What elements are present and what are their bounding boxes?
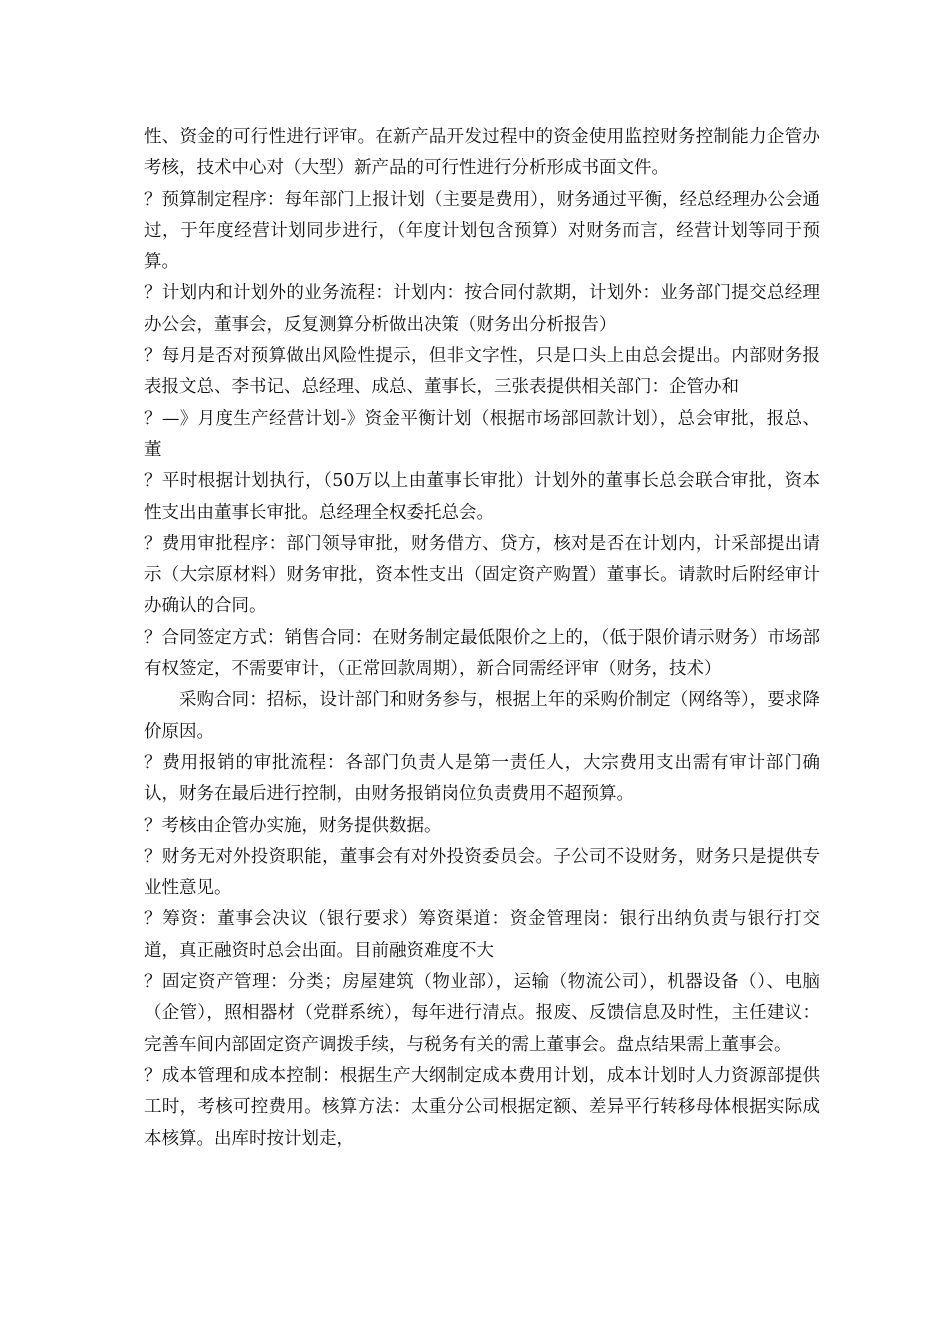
paragraph-business-flow: ？计划内和计划外的业务流程：计划内：按合同付款期，计划外：业务部门提交总经理办公会，董事会，反复测算分析做出决策（财务出分析报告） bbox=[144, 283, 820, 335]
paragraph-monthly-plan: ？—》月度生产经营计划-》资金平衡计划（根据市场部回款计划），总会审批，报总、董 bbox=[144, 408, 820, 460]
paragraph-reimbursement-flow: ？费用报销的审批流程：各部门负责人是第一责任人，大宗费用支出需有审计部门确认，财务在最后进行控制，由财务报销岗位负责费用不超预算。 bbox=[144, 752, 820, 805]
paragraph-budget-procedure: ？预算制定程序：每年部门上报计划（主要是费用），财务通过平衡，经总经理办公会通过，于年度经营计划同步进行，（年度计划包含预算）对财务而言，经营计划等同于预算。 bbox=[144, 189, 820, 273]
paragraph-assessment: ？考核由企管办实施，财务提供数据。 bbox=[144, 815, 442, 836]
paragraph-expense-approval: ？费用审批程序：部门领导审批，财务借方、贷方，核对是否在计划内，计采部提出请示（大宗原材料）财务审批，资本性支出（固定资产购置）董事长。请款时后附经审计办确认的合同。 bbox=[144, 533, 820, 617]
document-body bbox=[144, 122, 820, 1155]
paragraph-purchase-contract: 采购合同：招标，设计部门和财务参与，根据上年的采购价制定（网络等），要求降价原因。 bbox=[144, 690, 820, 742]
paragraph-plan-execution: ？平时根据计划执行，（50万以上由董事长审批）计划外的董事长总会联合审批，资本性支出由董事长审批。总经理全权委托总会。 bbox=[144, 471, 820, 523]
paragraph-project-review: 性、资金的可行性进行评审。在新产品开发过程中的资金使用监控财务控制能力企管办考核，技术中心对（大型）新产品的可行性进行分析形成书面文件。 bbox=[144, 127, 820, 179]
paragraph-monthly-risk: ？每月是否对预算做出风险性提示，但非文字性，只是口头上由总会提出。内部财务报表报文总、李书记、总经理、成总、董事长，三张表提供相关部门：企管办和 bbox=[144, 346, 820, 398]
paragraph-investment: ？财务无对外投资职能，董事会有对外投资委员会。子公司不设财务，财务只是提供专业性意见。 bbox=[144, 846, 820, 899]
paragraph-cost-management: ？成本管理和成本控制：根据生产大纲制定成本费用计划，成本计划时人力资源部提供工时，考核可控费用。核算方法：太重分公司根据定额、差异平行转移母体根据实际成本核算。出库时按计划走， bbox=[144, 1065, 820, 1149]
paragraph-financing: ？筹资：董事会决议（银行要求）筹资渠道：资金管理岗：银行出纳负责与银行打交道，真正融资时总会出面。目前融资难度不大 bbox=[144, 909, 820, 961]
paragraph-contract-signing: ？合同签定方式：销售合同：在财务制定最低限价之上的，（低于限价请示财务）市场部有权签定，不需要审计，（正常回款周期），新合同需经评审（财务，技术） bbox=[144, 627, 820, 680]
paragraph-fixed-assets: ？固定资产管理：分类；房屋建筑（物业部），运输（物流公司），机器设备（）、电脑（企管），照相器材（党群系统），每年进行清点。报废、反馈信息及时性，主任建议：完善车间内部固定资产调拨手续，与税务有关的需上董事会。盘点结果需上董事会。 bbox=[144, 972, 820, 1055]
